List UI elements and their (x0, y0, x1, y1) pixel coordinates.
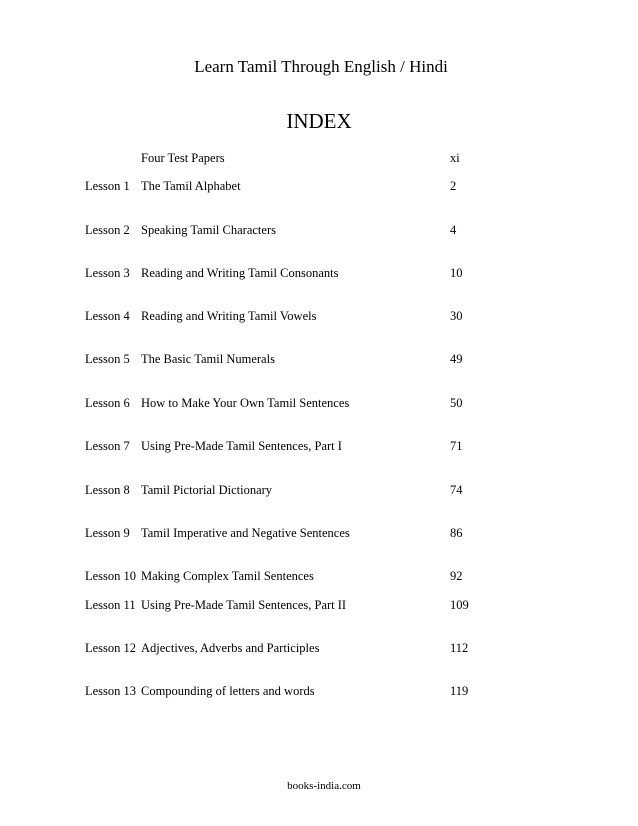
toc-page-number: 49 (450, 352, 463, 366)
toc-lesson-number: Lesson 6 (85, 396, 130, 410)
toc-page-number: 119 (450, 684, 469, 698)
toc-page-number: 112 (450, 641, 469, 655)
index-title: INDEX (286, 109, 352, 133)
toc-chapter-title: Tamil Imperative and Negative Sentences (141, 526, 350, 540)
toc-lesson-number: Lesson 12 (85, 641, 137, 655)
toc-row (0, 437, 638, 455)
toc-lesson-number: Lesson 2 (85, 223, 130, 237)
toc-chapter-title: How to Make Your Own Tamil Sentences (141, 396, 350, 410)
toc-row (0, 394, 638, 412)
toc-row (0, 639, 638, 657)
toc-chapter-title: Adjectives, Adverbs and Participles (141, 641, 320, 655)
toc-page-number: xi (450, 151, 460, 165)
toc-row (0, 264, 638, 282)
toc-row (0, 221, 638, 239)
toc-chapter-title: Reading and Writing Tamil Vowels (141, 309, 317, 323)
toc-chapter-title: Using Pre-Made Tamil Sentences, Part II (141, 598, 347, 612)
toc-chapter-title: Using Pre-Made Tamil Sentences, Part I (141, 439, 342, 453)
toc-page-number: 71 (450, 439, 463, 453)
toc-row (0, 177, 638, 195)
toc-chapter-title: Making Complex Tamil Sentences (141, 569, 314, 583)
toc-chapter-title: Speaking Tamil Characters (141, 223, 276, 237)
toc-chapter-title: Tamil Pictorial Dictionary (141, 483, 273, 497)
toc-lesson-number: Lesson 3 (85, 266, 130, 280)
toc-row (0, 307, 638, 325)
toc-page-number: 92 (450, 569, 463, 583)
toc-lesson-number: Lesson 10 (85, 569, 137, 583)
document-header: Learn Tamil Through English / Hindi (194, 57, 448, 76)
toc-chapter-title: The Tamil Alphabet (141, 179, 241, 193)
footer-website: books-india.com (287, 780, 361, 792)
toc-page-number: 50 (450, 396, 463, 410)
toc-lesson-number: Lesson 11 (85, 598, 136, 612)
toc-row (0, 524, 638, 542)
toc-row (0, 350, 638, 368)
toc-page-number: 74 (450, 483, 463, 497)
toc-lesson-number: Lesson 9 (85, 526, 130, 540)
toc-lesson-number: Lesson 1 (85, 179, 130, 193)
toc-row (0, 567, 638, 585)
toc-lesson-number: Lesson 8 (85, 483, 130, 497)
toc-row (0, 596, 638, 614)
toc-chapter-title: Four Test Papers (141, 151, 225, 165)
toc-page-number: 10 (450, 266, 463, 280)
toc-chapter-title: Reading and Writing Tamil Consonants (141, 266, 339, 280)
toc-lesson-number: Lesson 4 (85, 309, 130, 323)
toc-page-number: 30 (450, 309, 463, 323)
toc-lesson-number: Lesson 13 (85, 684, 137, 698)
toc-page-number: 86 (450, 526, 463, 540)
toc-chapter-title: The Basic Tamil Numerals (141, 352, 275, 366)
toc-row (0, 481, 638, 499)
toc-lesson-number: Lesson 5 (85, 352, 130, 366)
toc-page-number: 2 (450, 179, 457, 193)
toc-chapter-title: Compounding of letters and words (141, 684, 315, 698)
toc-page-number: 109 (450, 598, 469, 612)
toc-page-number: 4 (450, 223, 457, 237)
toc-lesson-number: Lesson 7 (85, 439, 130, 453)
toc-row (0, 682, 638, 700)
toc-row (0, 149, 638, 167)
